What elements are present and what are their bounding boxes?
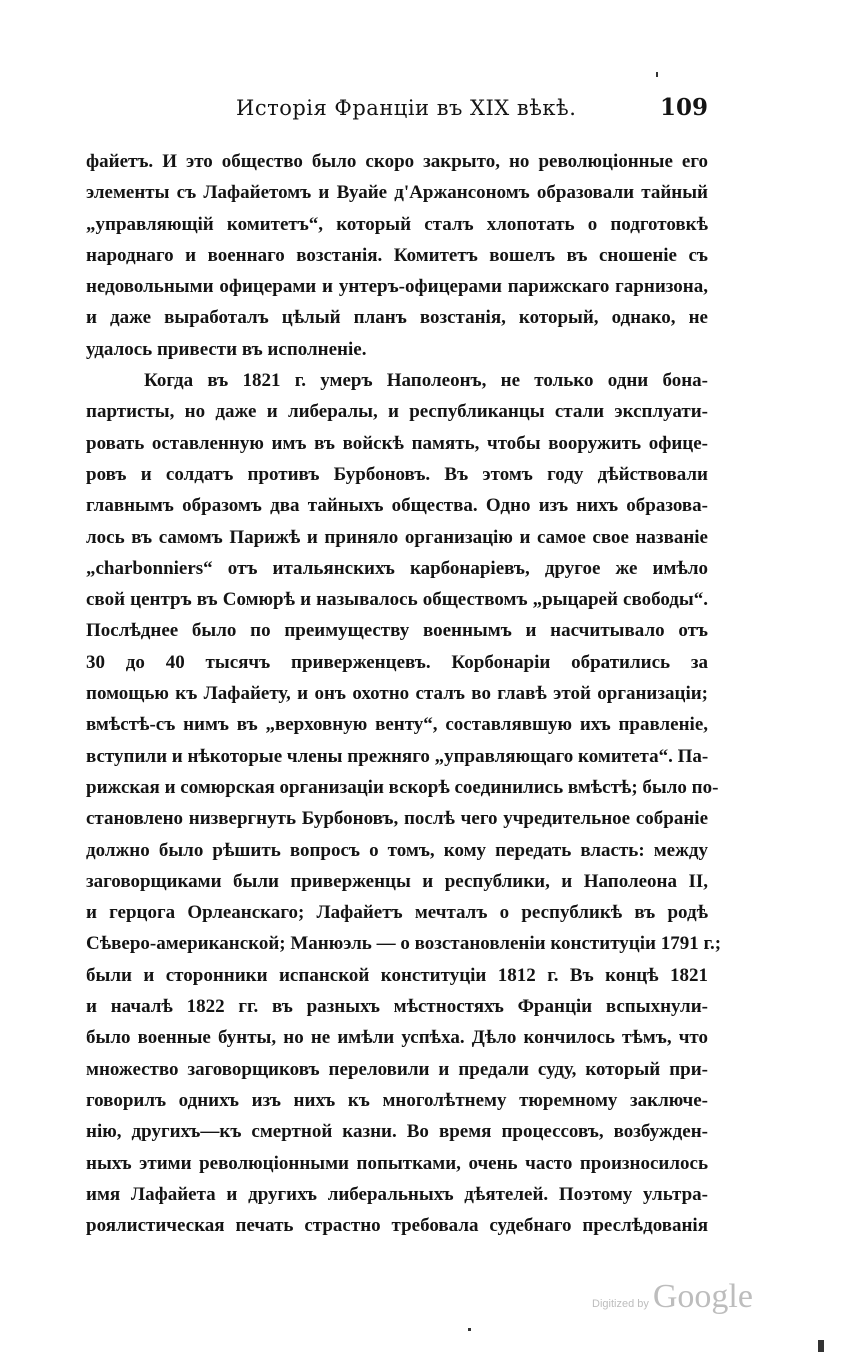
text-line: и даже выработалъ цѣлый планъ возстанія, который, однако, не	[86, 307, 708, 329]
watermark-prefix: Digitized by	[592, 1298, 649, 1310]
text-line: Сѣверо-американской; Манюэль — о возстановленіи конституціи 1791 г.;	[86, 933, 722, 955]
text-line: говорилъ однихъ изъ нихъ къ многолѣтнему тюремному заключе-	[86, 1089, 708, 1111]
text-line: нію, другихъ—къ смертной казни. Во время процессовъ, возбужден-	[86, 1121, 708, 1143]
text-line: имя Лафайета и другихъ либеральныхъ дѣятелей. Поэтому ультра-	[86, 1183, 708, 1205]
text-line: файетъ. И это общество было скоро закрыто, но революціонные его	[86, 151, 708, 172]
text-line: множество заговорщиковъ переловили и предали суду, который при-	[86, 1058, 708, 1080]
text-line: партисты, но даже и либералы, и республиканцы стали эксплуати-	[86, 401, 708, 423]
digitized-by-google-watermark	[592, 1278, 772, 1318]
running-title: Исторія Франціи въ XIX вѣкѣ.	[236, 96, 577, 120]
text-line: ровать оставленную имъ въ войскѣ память, чтобы вооружить офице-	[86, 432, 708, 454]
text-line: помощью къ Лафайету, и онъ охотно сталъ во главѣ этой организаціи;	[86, 683, 708, 705]
text-line: удалось привести въ исполненіе.	[86, 338, 367, 360]
text-line: „управляющій комитетъ“, который сталъ хлопотать о подготовкѣ	[86, 213, 708, 235]
body-text	[86, 146, 722, 1241]
text-line: роялистическая печать страстно требовала судебнаго преслѣдованія	[86, 1215, 708, 1237]
text-line: вмѣстѣ-съ нимъ въ „верховную венту“, составлявшую ихъ правленіе,	[86, 714, 708, 736]
text-line: главнымъ образомъ два тайныхъ общества. Одно изъ нихъ образова-	[86, 495, 708, 517]
text-line: становлено низвергнуть Бурбоновъ, послѣ чего учредительное собраніе	[86, 808, 708, 830]
text-line: Послѣднее было по преимуществу военнымъ и насчитывало отъ	[86, 620, 708, 642]
text-line: недовольными офицерами и унтеръ-офицерами парижскаго гарнизона,	[86, 276, 708, 298]
text-line: и началѣ 1822 гг. въ разныхъ мѣстностяхъ Франціи вспыхнули-	[86, 996, 708, 1018]
text-line: лось въ самомъ Парижѣ и приняло организацію и самое свое названіе	[86, 526, 708, 548]
text-line: было военные бунты, но не имѣли успѣха. Дѣло кончилось тѣмъ, что	[86, 1027, 708, 1049]
text-line: рижская и сомюрская организаціи вскорѣ соединились вмѣстѣ; было по-	[86, 776, 719, 798]
text-line: элементы съ Лафайетомъ и Вуайе д'Аржансономъ образовали тайный	[86, 182, 708, 204]
paragraph-start-line: Когда въ 1821 г. умеръ Наполеонъ, не только одни бона-	[144, 370, 708, 392]
page-header	[86, 92, 708, 126]
text-line: и герцога Орлеанскаго; Лафайетъ мечталъ о республикѣ въ родѣ	[86, 902, 708, 924]
page-number: 109	[659, 94, 708, 121]
watermark-brand: Google	[652, 1278, 753, 1315]
text-line: вступили и нѣкоторые члены прежняго „управляющаго комитета“. Па-	[86, 745, 709, 767]
text-line: были и сторонники испанской конституціи 1812 г. Въ концѣ 1821	[86, 964, 708, 986]
text-line: 30 до 40 тысячъ приверженцевъ. Корбонаріи обратились за	[86, 651, 708, 673]
text-line: должно было рѣшить вопросъ о томъ, кому передать власть: между	[86, 839, 708, 861]
text-line: ныхъ этими революціонными попытками, очень часто произносилось	[86, 1152, 708, 1174]
text-line: „charbonniers“ отъ итальянскихъ карбонаріевъ, другое же имѣло	[86, 557, 708, 579]
scan-mark	[468, 1328, 471, 1331]
text-line: народнаго и военнаго возстанія. Комитетъ вошелъ въ сношеніе съ	[86, 244, 708, 266]
scan-mark	[818, 1340, 824, 1352]
scan-mark	[656, 72, 658, 77]
text-line: заговорщиками были приверженцы и республики, и Наполеона II,	[86, 870, 708, 892]
text-line: свой центръ въ Сомюрѣ и называлось обществомъ „рыцарей свободы“.	[86, 589, 708, 611]
text-line: ровъ и солдатъ противъ Бурбоновъ. Въ этомъ году дѣйствовали	[86, 463, 708, 485]
